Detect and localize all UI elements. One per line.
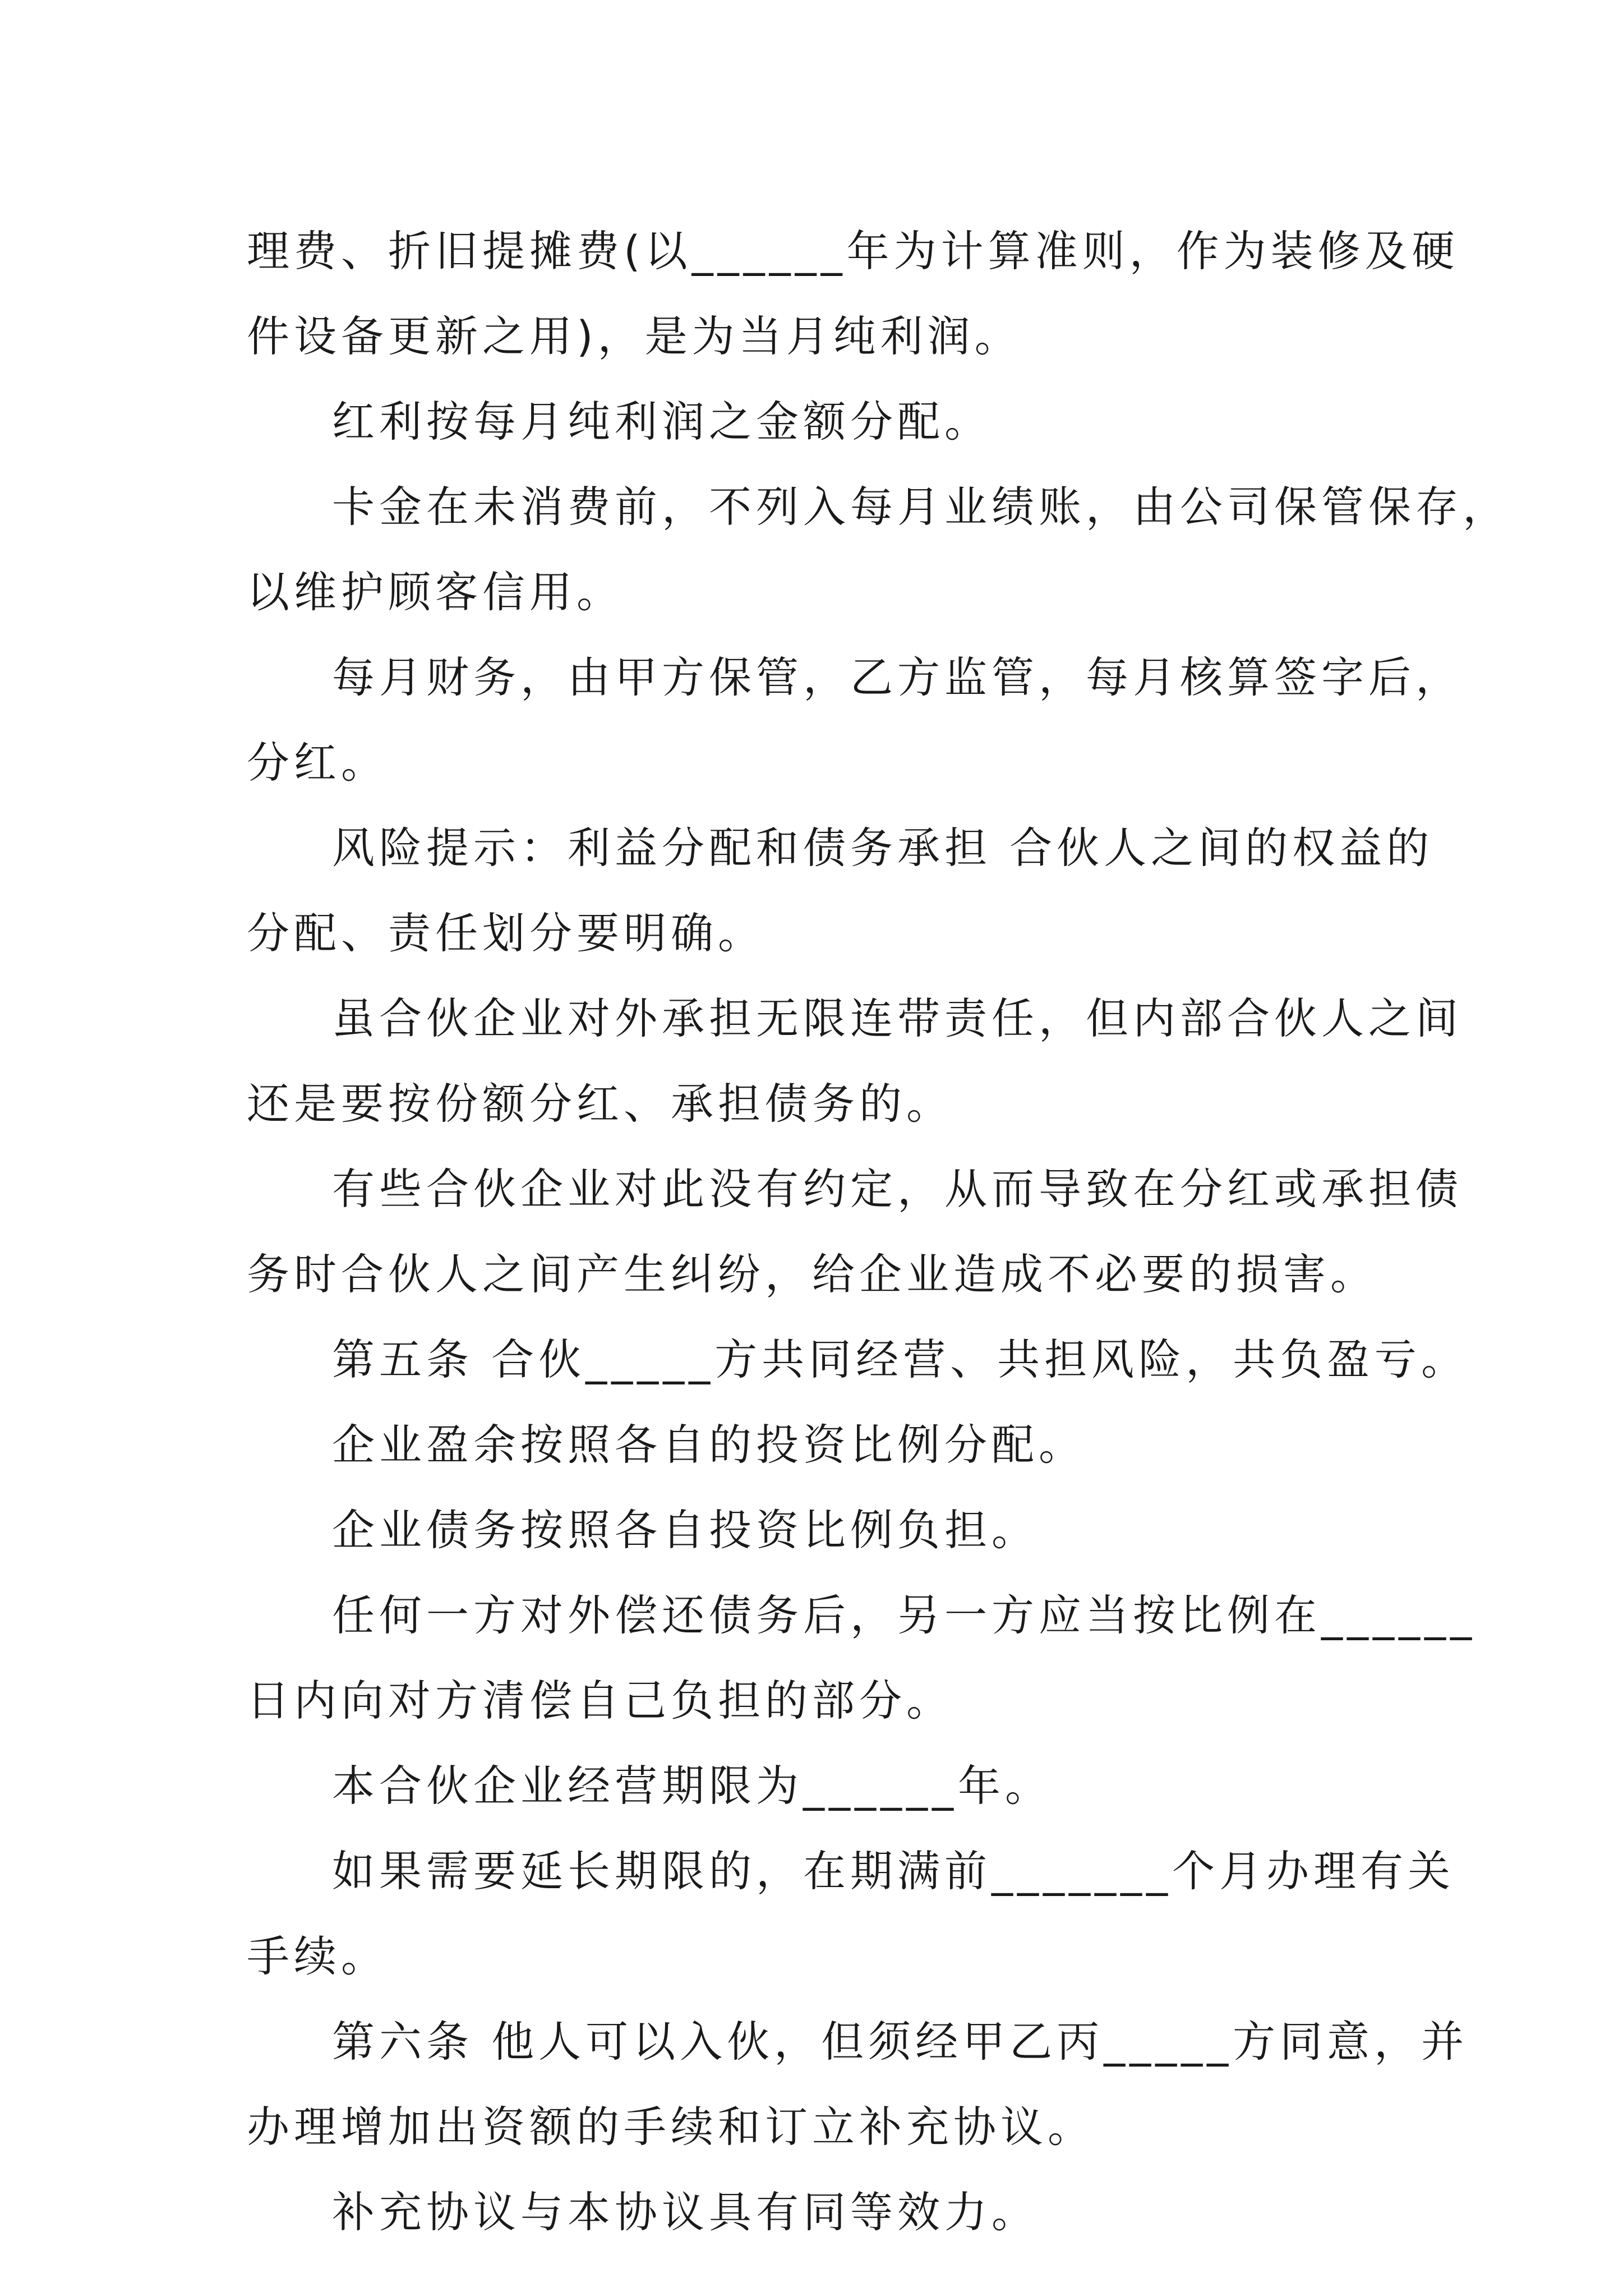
text-line: 卡金在未消费前，不列入每月业绩账，由公司保管保存，	[332, 482, 1510, 532]
text-line: 虽合伙企业对外承担无限连带责任，但内部合伙人之间	[332, 993, 1463, 1043]
text-line: 任何一方对外偿还债务后，另一方应当按比例在______	[332, 1590, 1476, 1640]
text-line: 务时合伙人之间产生纠纷，给企业造成不必要的损害。	[247, 1249, 1377, 1299]
text-line: 红利按每月纯利润之金额分配。	[332, 397, 992, 447]
text-line: 如果需要延长期限的，在期满前_______个月办理有关	[332, 1846, 1455, 1896]
text-line: 第五条 合伙_____方共同经营、共担风险，共负盈亏。	[332, 1335, 1469, 1384]
text-line: 还是要按份额分红、承担债务的。	[247, 1079, 953, 1129]
text-line: 手续。	[247, 1931, 388, 1981]
text-line: 每月财务，由甲方保管，乙方监管，每月核算签字后，	[332, 652, 1463, 702]
text-line: 有些合伙企业对此没有约定，从而导致在分红或承担债	[332, 1164, 1463, 1214]
text-line: 第六条 他人可以入伙，但须经甲乙丙_____方同意，并	[332, 2017, 1469, 2067]
text-line: 分配、责任划分要明确。	[247, 908, 765, 958]
text-line: 本合伙企业经营期限为______年。	[332, 1761, 1052, 1811]
text-line: 企业盈余按照各自的投资比例分配。	[332, 1420, 1086, 1470]
text-line: 分红。	[247, 738, 388, 788]
text-line: 补充协议与本协议具有同等效力。	[332, 2187, 1039, 2237]
document-body	[247, 209, 1510, 2255]
text-line: 办理增加出资额的手续和订立补充协议。	[247, 2102, 1095, 2152]
text-line: 以维护顾客信用。	[247, 567, 624, 617]
text-line: 日内向对方清偿自己负担的部分。	[247, 1676, 953, 1726]
text-line: 理费、折旧提摊费(以______年为计算准则，作为装修及硬	[247, 226, 1459, 276]
text-line: 企业债务按照各自投资比例负担。	[332, 1505, 1039, 1555]
text-line: 件设备更新之用)，是为当月纯利润。	[247, 311, 1022, 361]
text-line: 风险提示：利益分配和债务承担 合伙人之间的权益的	[332, 823, 1434, 873]
